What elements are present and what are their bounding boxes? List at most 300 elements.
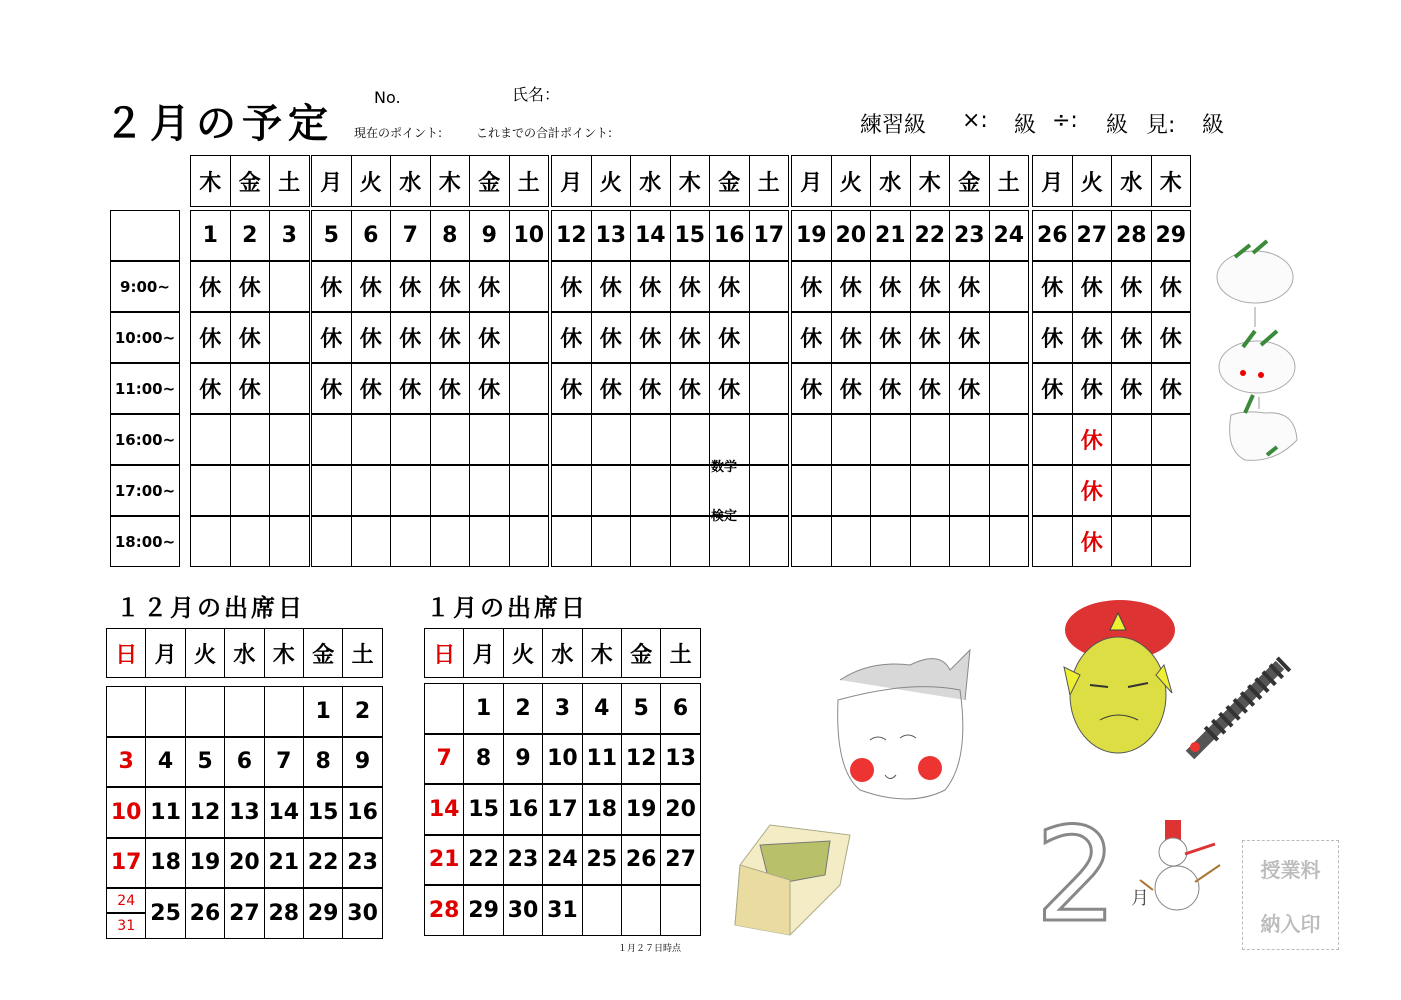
drawn-month-kanji: 月 [1131,888,1149,909]
december-date-cell: 27 [224,888,264,939]
feb-slot-cell [190,465,231,516]
feb-slot-cell [509,414,550,465]
feb-slot-cell [269,261,310,312]
december-date-cell: 19 [185,838,225,889]
feb-slot-cell: 休 [351,312,392,363]
feb-slot-cell: 休 [469,261,510,312]
feb-slot-cell [989,261,1030,312]
january-date-cell: 10 [542,734,582,785]
january-day-header: 土 [660,628,700,678]
feb-slot-cell: 休 [709,363,750,414]
feb-slot-cell [509,261,550,312]
feb-day-header: 木 [190,155,231,207]
feb-slot-cell [630,414,671,465]
december-date-cell: 4 [145,737,185,788]
feb-date-cell: 12 [551,210,592,261]
january-date-cell: 3 [542,683,582,734]
exam-note-2: 検定 [711,509,738,524]
feb-slot-cell: 休 [630,363,671,414]
feb-slot-cell: 休 [311,312,352,363]
feb-slot-cell [1151,516,1192,567]
feb-slot-cell: 休 [949,312,990,363]
feb-slot-cell [591,465,632,516]
december-date-cell [224,686,264,737]
december-title: １２月の出席日 [116,594,305,622]
december-day-header: 土 [342,628,382,678]
feb-slot-cell [469,516,510,567]
feb-slot-cell [430,414,471,465]
feb-slot-cell [311,414,352,465]
feb-slot-cell: 休 [630,261,671,312]
feb-slot-cell: 休 [390,261,431,312]
december-date-cell: 30 [342,888,382,939]
drawn-numeral: 2 [1035,800,1118,930]
feb-slot-cell: 休 [1072,465,1113,516]
feb-date-cell: 21 [870,210,911,261]
december-date-cell: 18 [145,838,185,889]
feb-slot-cell: 休 [791,312,832,363]
feb-slot-cell [430,465,471,516]
feb-slot-cell [949,465,990,516]
feb-slot-cell: 休 [591,261,632,312]
january-date-cell: 7 [424,734,464,785]
feb-day-header: 火 [591,155,632,207]
feb-day-header: 土 [269,155,310,207]
january-title: １月の出席日 [426,594,588,622]
feb-slot-cell: 休 [1151,363,1192,414]
feb-slot-cell: 休 [1111,261,1152,312]
december-date-cell [185,686,225,737]
feb-date-cell: 10 [509,210,550,261]
feb-slot-cell: 休 [670,312,711,363]
feb-slot-cell: 休 [469,312,510,363]
feb-slot-cell [190,414,231,465]
feb-slot-cell [670,465,711,516]
feb-slot-cell: 休 [230,312,271,363]
feb-date-cell: 22 [910,210,951,261]
current-points-label: 現在のポイント: [354,126,443,140]
feb-slot-cell: 休 [1072,312,1113,363]
december-date-cell: 17 [106,838,146,889]
feb-day-header: 土 [509,155,550,207]
feb-slot-cell [749,363,790,414]
feb-slot-cell [509,516,550,567]
feb-slot-cell: 休 [910,312,951,363]
feb-date-cell: 26 [1032,210,1073,261]
january-date-cell: 19 [621,784,661,835]
feb-date-cell: 8 [430,210,471,261]
feb-date-cell: 15 [670,210,711,261]
december-date-cell [145,686,185,737]
feb-slot-cell [791,414,832,465]
feb-slot-cell: 休 [551,261,592,312]
december-day-header: 金 [303,628,343,678]
feb-date-cell: 2 [230,210,271,261]
feb-slot-cell [269,465,310,516]
december-date-cell: 21 [264,838,304,889]
feb-slot-cell: 休 [190,261,231,312]
total-points-label: これまでの合計ポイント: [476,126,613,140]
feb-slot-cell: 休 [469,363,510,414]
december-date-cell: 8 [303,737,343,788]
feb-slot-cell [989,312,1030,363]
feb-day-header: 金 [709,155,750,207]
feb-day-header: 木 [1151,155,1192,207]
january-date-cell: 25 [582,835,622,886]
december-date-cell: 7 [264,737,304,788]
feb-slot-cell [190,516,231,567]
feb-slot-cell [1111,414,1152,465]
feb-slot-cell: 休 [430,261,471,312]
feb-slot-cell [749,465,790,516]
december-day-header: 木 [264,628,304,678]
feb-date-cell: 3 [269,210,310,261]
january-date-cell: 8 [463,734,503,785]
december-date-cell: 14 [264,787,304,838]
december-date-cell: 6 [224,737,264,788]
december-split-bottom: 31 [106,913,146,938]
december-date-cell: 15 [303,787,343,838]
feb-slot-cell [749,414,790,465]
feb-slot-cell [551,516,592,567]
feb-slot-cell [269,363,310,414]
feb-slot-cell: 休 [670,261,711,312]
feb-slot-cell: 休 [1032,363,1073,414]
december-date-cell: 2 [342,686,382,737]
feb-day-header: 木 [910,155,951,207]
december-split-top: 24 [106,888,146,913]
feb-slot-cell: 休 [1032,261,1073,312]
feb-slot-cell [630,516,671,567]
december-date-cell: 29 [303,888,343,939]
practice-level-label: 練習級 [860,113,927,138]
january-date-cell: 29 [463,885,503,936]
december-day-header: 日 [106,628,146,678]
feb-slot-cell [1111,465,1152,516]
january-day-header: 火 [503,628,543,678]
feb-date-cell: 17 [749,210,790,261]
feb-slot-cell: 休 [591,312,632,363]
feb-slot-cell: 休 [1032,312,1073,363]
december-date-cell: 22 [303,838,343,889]
feb-slot-cell: 休 [949,261,990,312]
feb-slot-cell [989,414,1030,465]
feb-slot-cell: 休 [1111,312,1152,363]
january-date-cell: 16 [503,784,543,835]
feb-slot-cell: 休 [1151,261,1192,312]
stamp-line-1: 授業料 [1260,857,1321,882]
feb-slot-cell [230,465,271,516]
feb-slot-cell [831,516,872,567]
feb-slot-cell [1032,465,1073,516]
feb-day-header: 月 [551,155,592,207]
mitori-label: 見: [1146,113,1176,138]
january-date-cell: 1 [463,683,503,734]
december-date-cell [106,686,146,737]
january-date-cell [424,683,464,734]
feb-slot-cell: 休 [1111,363,1152,414]
january-date-cell: 26 [621,835,661,886]
feb-slot-cell [1032,414,1073,465]
feb-date-cell: 27 [1072,210,1113,261]
feb-slot-cell [1151,465,1192,516]
january-date-cell: 21 [424,835,464,886]
january-day-header: 水 [542,628,582,678]
feb-slot-cell [870,465,911,516]
feb-slot-cell: 休 [230,363,271,414]
january-date-cell: 4 [582,683,622,734]
feb-date-cell: 13 [591,210,632,261]
number-label: No. [374,88,401,107]
december-date-cell: 3 [106,737,146,788]
feb-slot-cell [1032,516,1073,567]
feb-slot-cell: 休 [1072,261,1113,312]
january-date-cell: 18 [582,784,622,835]
feb-date-cell: 20 [831,210,872,261]
feb-slot-cell [791,465,832,516]
january-date-cell: 24 [542,835,582,886]
feb-day-header: 月 [311,155,352,207]
january-date-cell [660,885,700,936]
december-day-header: 月 [145,628,185,678]
name-label: 氏名： [512,85,561,104]
feb-slot-cell [749,261,790,312]
feb-date-cell: 6 [351,210,392,261]
feb-slot-cell [351,414,392,465]
feb-date-cell: 16 [709,210,750,261]
feb-slot-cell: 休 [709,312,750,363]
feb-slot-cell: 休 [831,261,872,312]
january-date-cell [621,885,661,936]
feb-slot-cell [989,363,1030,414]
feb-slot-cell [230,414,271,465]
feb-day-header: 木 [430,155,471,207]
feb-date-cell: 28 [1111,210,1152,261]
feb-slot-cell [351,516,392,567]
feb-slot-cell [1151,414,1192,465]
feb-date-cell: 24 [989,210,1030,261]
feb-slot-cell [591,414,632,465]
feb-day-header: 月 [1032,155,1073,207]
feb-slot-cell [910,516,951,567]
feb-date-cell: 19 [791,210,832,261]
feb-slot-cell: 休 [709,261,750,312]
january-date-cell: 22 [463,835,503,886]
feb-slot-cell [551,465,592,516]
feb-slot-cell [430,516,471,567]
feb-day-header: 水 [1111,155,1152,207]
feb-slot-cell [910,465,951,516]
time-slot-4: 17:00~ [110,465,180,516]
feb-slot-cell [1111,516,1152,567]
feb-day-header: 火 [1072,155,1113,207]
feb-day-header: 土 [989,155,1030,207]
feb-slot-cell [749,312,790,363]
stamp-line-2: 納入印 [1260,911,1321,936]
feb-slot-cell [269,312,310,363]
feb-day-header: 水 [870,155,911,207]
january-date-cell: 27 [660,835,700,886]
feb-slot-cell: 休 [390,363,431,414]
january-date-cell: 23 [503,835,543,886]
january-date-cell: 15 [463,784,503,835]
exam-note-1: 数学 [711,460,738,475]
feb-date-cell: 5 [311,210,352,261]
feb-slot-cell [269,414,310,465]
feb-slot-cell: 休 [351,363,392,414]
feb-slot-cell: 休 [910,261,951,312]
feb-slot-cell [269,516,310,567]
feb-slot-cell: 休 [311,363,352,414]
feb-day-header: 月 [791,155,832,207]
january-day-header: 月 [463,628,503,678]
feb-slot-cell: 休 [430,363,471,414]
january-day-header: 木 [582,628,622,678]
feb-day-header: 水 [390,155,431,207]
december-date-cell: 26 [185,888,225,939]
feb-slot-cell [831,414,872,465]
feb-date-cell: 23 [949,210,990,261]
feb-day-header: 火 [831,155,872,207]
feb-slot-cell [509,312,550,363]
bean-box-drawing [730,805,860,945]
january-date-cell [582,885,622,936]
january-date-cell: 9 [503,734,543,785]
january-date-cell: 5 [621,683,661,734]
january-date-cell: 17 [542,784,582,835]
division-kyu: 級 [1106,113,1129,138]
feb-slot-cell [230,516,271,567]
feb-day-header: 木 [670,155,711,207]
feb-date-cell: 9 [469,210,510,261]
december-date-cell: 10 [106,787,146,838]
december-date-cell [264,686,304,737]
feb-slot-cell [591,516,632,567]
tuition-stamp-box [1242,840,1339,950]
feb-slot-cell: 休 [831,363,872,414]
feb-slot-cell [870,414,911,465]
december-date-cell: 11 [145,787,185,838]
feb-slot-cell: 休 [791,363,832,414]
december-date-cell: 12 [185,787,225,838]
time-slot-0: 9:00~ [110,261,180,312]
feb-slot-cell [469,465,510,516]
feb-slot-cell: 休 [870,312,911,363]
feb-slot-cell: 休 [230,261,271,312]
january-day-header: 日 [424,628,464,678]
feb-slot-cell: 休 [831,312,872,363]
december-date-cell: 13 [224,787,264,838]
december-date-cell: 20 [224,838,264,889]
feb-slot-cell: 休 [791,261,832,312]
january-date-cell: 2 [503,683,543,734]
feb-slot-cell [390,465,431,516]
january-date-cell: 30 [503,885,543,936]
time-slot-2: 11:00~ [110,363,180,414]
time-slot-1: 10:00~ [110,312,180,363]
january-date-cell: 28 [424,885,464,936]
feb-slot-cell: 休 [630,312,671,363]
feb-slot-cell [670,414,711,465]
feb-day-header: 金 [949,155,990,207]
feb-slot-cell: 休 [949,363,990,414]
month-snowman-drawing [1035,800,1225,930]
feb-slot-cell: 休 [551,363,592,414]
feb-slot-cell [509,363,550,414]
feb-slot-cell [791,516,832,567]
feb-slot-cell: 休 [670,363,711,414]
feb-slot-cell [670,516,711,567]
snow-rabbit-drawing [1205,235,1315,475]
december-date-cell: 25 [145,888,185,939]
feb-day-header: 火 [351,155,392,207]
feb-slot-cell [311,516,352,567]
december-day-header: 水 [224,628,264,678]
feb-slot-cell: 休 [870,363,911,414]
feb-slot-cell [831,465,872,516]
face-drawing [830,640,980,805]
feb-slot-cell: 休 [351,261,392,312]
feb-slot-cell [351,465,392,516]
feb-slot-cell: 休 [430,312,471,363]
feb-slot-cell: 休 [190,363,231,414]
feb-slot-cell [551,414,592,465]
time-header-cell [110,210,180,261]
feb-slot-cell [390,516,431,567]
feb-slot-cell [469,414,510,465]
january-date-cell: 6 [660,683,700,734]
january-date-cell: 14 [424,784,464,835]
december-date-cell: 1 [303,686,343,737]
feb-slot-cell [949,414,990,465]
feb-day-header: 土 [749,155,790,207]
feb-slot-cell: 休 [190,312,231,363]
feb-slot-cell: 休 [551,312,592,363]
december-date-cell: 5 [185,737,225,788]
oni-drawing [1060,595,1300,770]
january-day-header: 金 [621,628,661,678]
feb-slot-cell: 休 [1072,516,1113,567]
feb-slot-cell [989,516,1030,567]
feb-slot-cell: 休 [390,312,431,363]
feb-slot-cell: 休 [311,261,352,312]
feb-slot-cell [949,516,990,567]
december-day-header: 火 [185,628,225,678]
feb-date-cell: 29 [1151,210,1192,261]
mitori-kyu: 級 [1202,113,1225,138]
december-date-cell: 28 [264,888,304,939]
december-date-cell: 9 [342,737,382,788]
feb-slot-cell [989,465,1030,516]
feb-slot-cell [630,465,671,516]
feb-slot-cell: 休 [1151,312,1192,363]
feb-date-cell: 7 [390,210,431,261]
feb-slot-cell: 休 [1072,414,1113,465]
feb-date-cell: 1 [190,210,231,261]
december-date-cell: 16 [342,787,382,838]
january-date-cell: 12 [621,734,661,785]
feb-slot-cell: 休 [591,363,632,414]
january-date-cell: 13 [660,734,700,785]
feb-day-header: 金 [230,155,271,207]
feb-slot-cell: 休 [1072,363,1113,414]
multiplication-label: ×: [962,108,988,133]
feb-slot-cell: 休 [870,261,911,312]
page-title: ２月の予定 [104,101,334,147]
january-note: １月２７日時点 [618,944,682,954]
feb-slot-cell: 休 [910,363,951,414]
feb-slot-cell [390,414,431,465]
